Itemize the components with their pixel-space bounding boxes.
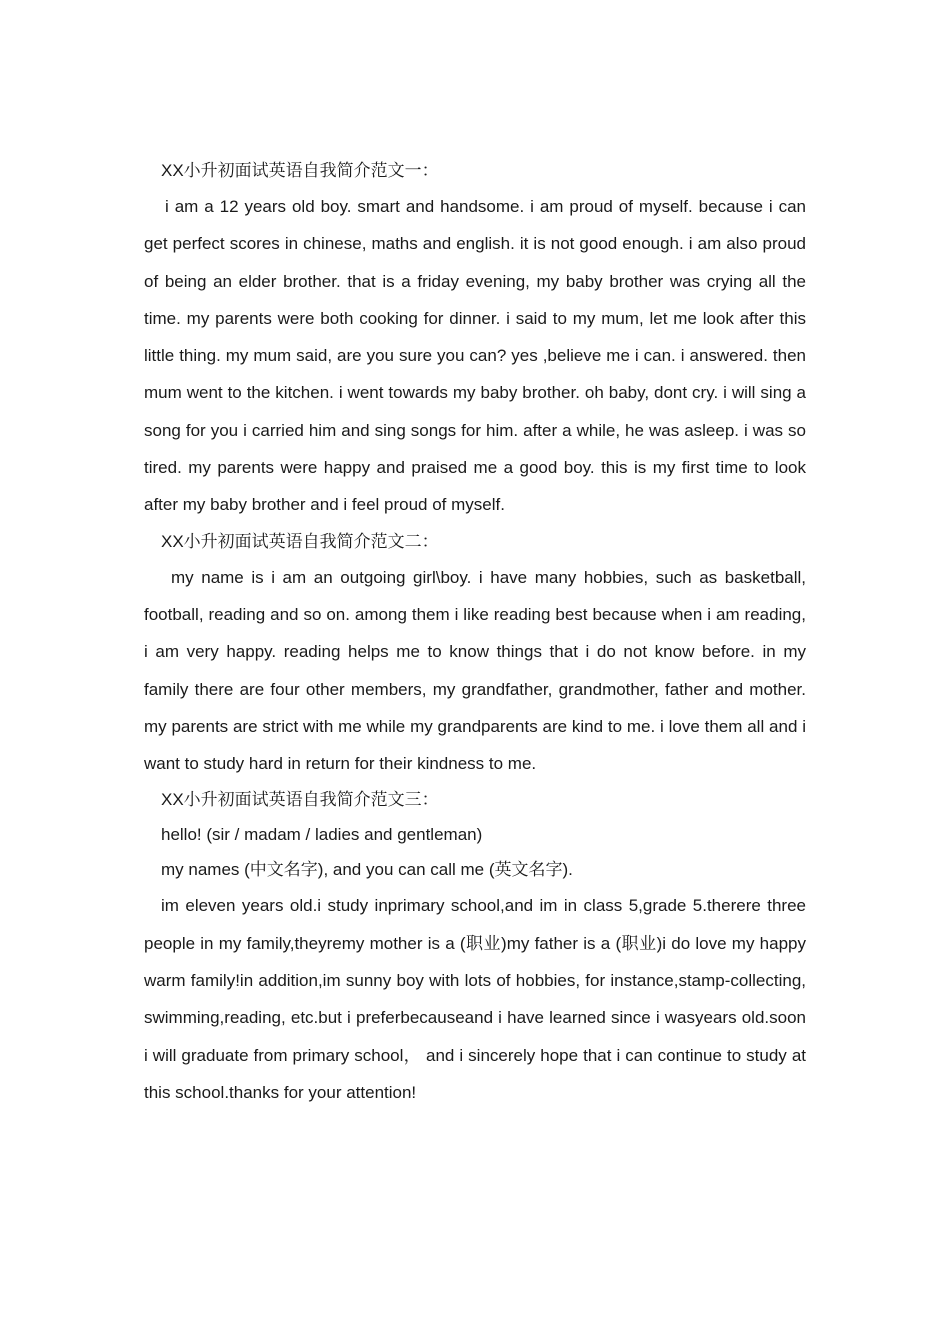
section-paragraph-3: im eleven years old.i study inprimary school,and im in class 5,grade 5.therere three people in my family,theyremy mother is a (职业)my father is a (职业)i do love my happy warm family!in addition,im sunny boy with lots of hobbies, for instance,stamp-collecting, swimming,reading, etc.but i preferbecauseand i have learned since i wasyears old.soon i will graduate from primary school， and i sincerely hope that i can continue to study at this school.thanks for your attention!	[144, 896, 806, 1102]
section-paragraph-1: i am a 12 years old boy. smart and handsome. i am proud of myself. because i can get perfect scores in chinese, maths and english. it is not good enough. i am also proud of being an elder brother. that is a friday evening, my baby brother was crying all the time. my parents were both cooking for dinner. i said to my mum, let me look after this little thing. my mum said, are you sure you can? yes ,believe me i can. i answered. then mum went to the kitchen. i went towards my baby brother. oh baby, dont cry. i will sing a song for you i carried him and sing songs for him. after a while, he was asleep. i was so tired. my parents were happy and praised me a good boy. this is my first time to look after my baby brother and i feel proud of myself.	[144, 197, 806, 515]
section-line-names: my names (中文名字), and you can call me (英文名字).	[161, 860, 573, 880]
section-heading-2: XX小升初面试英语自我简介范文二：	[161, 531, 439, 551]
section-heading-3: XX小升初面试英语自我简介范文三：	[161, 790, 439, 810]
section-line-greeting: hello! (sir / madam / ladies and gentleman)	[161, 825, 483, 845]
section-heading-1: XX小升初面试英语自我简介范文一：	[161, 161, 439, 180]
section-paragraph-2: my name is i am an outgoing girl\boy. i have many hobbies, such as basketball, football, reading and so on. among them i like reading best because when i am reading, i am very happy. reading helps me to know things that i do not know before. in my family there are four other members, my grandfather, grandmother, father and mother. my parents are strict with me while my grandparents are kind to me. i love them all and i want to study hard in return for their kindness to me.	[144, 567, 806, 774]
document-body	[144, 153, 806, 1111]
